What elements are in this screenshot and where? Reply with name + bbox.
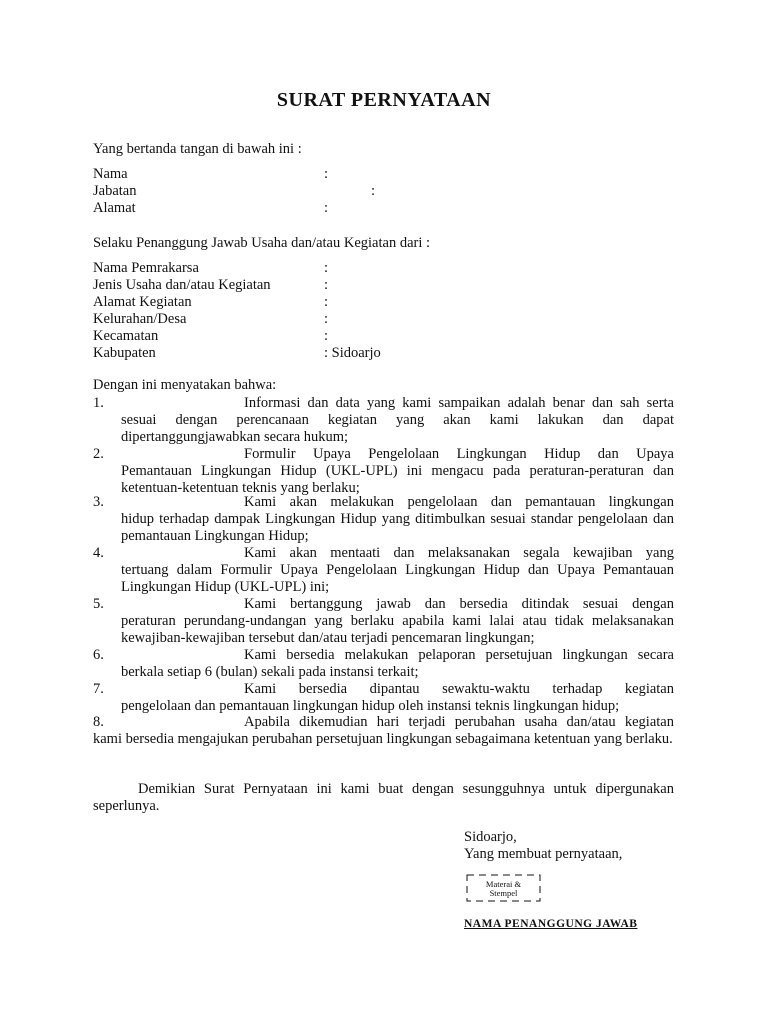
stamp-line: Stempel (489, 888, 518, 898)
item-first-line: Kami bertanggung jawab dan bersedia ditindak sesuai dengan (244, 596, 674, 612)
business-label: Nama Pemrakarsa (93, 260, 199, 276)
business-separator: : (324, 277, 329, 293)
business-separator: : (324, 294, 329, 310)
item-number: 8. (93, 714, 104, 730)
item-continuation: pengelolaan dan pemantauan lingkungan hidup oleh instansi teknis lingkungan hidup; (121, 698, 620, 714)
item-number: 1. (93, 395, 104, 411)
business-row-district (93, 328, 573, 345)
list-item (121, 446, 674, 497)
item-first-line: Kami bersedia melakukan pelaporan persetujuan lingkungan secara (244, 647, 674, 663)
signer-name: NAMA PENANGGUNG JAWAB (464, 918, 638, 930)
item-first-line: Informasi dan data yang kami sampaikan adalah benar dan sah serta (244, 395, 674, 411)
role-line: Selaku Penanggung Jawab Usaha dan/atau Kegiatan dari : (93, 235, 431, 251)
item-continuation: peraturan perundang-undangan yang berlaku apabila kami lalai atau tidak melaksanakan kewajiban-kewajiban tersebut dan/atau terjadi pencemaran lingkungan; (121, 613, 674, 646)
list-item (121, 395, 674, 446)
business-separator: : (324, 311, 329, 327)
intro-line: Yang bertanda tangan di bawah ini : (93, 141, 302, 157)
list-item (93, 714, 674, 748)
item-number: 7. (93, 681, 104, 697)
item-continuation: kami bersedia mengajukan perubahan persetujuan lingkungan sebagaimana ketentuan yang berlaku. (93, 731, 673, 747)
item-first-line: Formulir Upaya Pengelolaan Lingkungan Hidup dan Upaya (244, 446, 674, 462)
item-number: 2. (93, 446, 104, 462)
item-number: 6. (93, 647, 104, 663)
list-item (121, 494, 674, 545)
identity-label: Alamat (93, 200, 136, 216)
business-separator: : (324, 260, 329, 276)
item-continuation: tertuang dalam Formulir Upaya Pengelolaan Lingkungan Hidup dan Upaya Pemantauan Lingkungan Hidup (UKL-UPL) ini; (121, 562, 674, 595)
document-title: SURAT PERNYATAAN (276, 89, 492, 111)
business-row-proponent (93, 260, 573, 277)
identity-separator: : (371, 183, 376, 199)
item-number: 4. (93, 545, 104, 561)
identity-label: Jabatan (93, 183, 137, 199)
identity-row-position (93, 183, 573, 200)
closing-end: seperlunya. (93, 798, 160, 814)
item-first-line: Kami akan mentaati dan melaksanakan segala kewajiban yang (244, 545, 674, 561)
declaration-intro: Dengan ini menyatakan bahwa: (93, 377, 277, 393)
business-label: Kecamatan (93, 328, 159, 344)
item-continuation: berkala setiap 6 (bulan) sekali pada instansi terkait; (121, 664, 419, 680)
business-label: Alamat Kegiatan (93, 294, 192, 310)
business-row-village (93, 311, 573, 328)
stamp-line: Materai & (485, 879, 522, 889)
business-separator: : Sidoarjo (324, 345, 381, 361)
stamp-text (466, 880, 541, 898)
business-label: Kelurahan/Desa (93, 311, 187, 327)
closing-paragraph (93, 781, 674, 815)
identity-row-address (93, 200, 573, 217)
item-continuation: hidup terhadap dampak Lingkungan Hidup yang ditimbulkan sesuai standar pengelolaan dan pemantauan Lingkungan Hidup; (121, 511, 674, 544)
business-row-address (93, 294, 573, 311)
item-first-line: Apabila dikemudian hari terjadi perubahan usaha dan/atau kegiatan (244, 714, 674, 730)
business-separator: : (324, 328, 329, 344)
list-item (121, 596, 674, 647)
item-number: 5. (93, 596, 104, 612)
list-item (121, 545, 674, 596)
identity-separator: : (324, 166, 329, 182)
stamp-box (466, 874, 541, 902)
item-continuation: sesuai dengan perencanaan kegiatan yang akan kami lakukan dan dapat dipertanggungjawabkan secara hukum; (121, 412, 674, 445)
place-line: Sidoarjo, (464, 829, 517, 845)
business-label: Kabupaten (93, 345, 156, 361)
item-first-line: Kami bersedia dipantau sewaktu-waktu terhadap kegiatan (244, 681, 674, 697)
maker-line: Yang membuat pernyataan, (464, 846, 623, 862)
item-number: 3. (93, 494, 104, 510)
business-row-type (93, 277, 573, 294)
identity-row-name (93, 166, 573, 183)
identity-separator: : (324, 200, 329, 216)
list-item (121, 647, 674, 681)
business-label: Jenis Usaha dan/atau Kegiatan (93, 277, 271, 293)
closing-first-line: Demikian Surat Pernyataan ini kami buat dengan sesungguhnya untuk dipergunakan (138, 781, 674, 797)
item-first-line: Kami akan melakukan pengelolaan dan pemantauan lingkungan (244, 494, 674, 510)
identity-label: Nama (93, 166, 128, 182)
list-item (121, 681, 674, 715)
business-row-regency (93, 345, 573, 362)
item-continuation: Pemantauan Lingkungan Hidup (UKL-UPL) ini mengacu pada peraturan-peraturan dan ketentuan-ketentuan teknis yang berlaku; (121, 463, 674, 496)
